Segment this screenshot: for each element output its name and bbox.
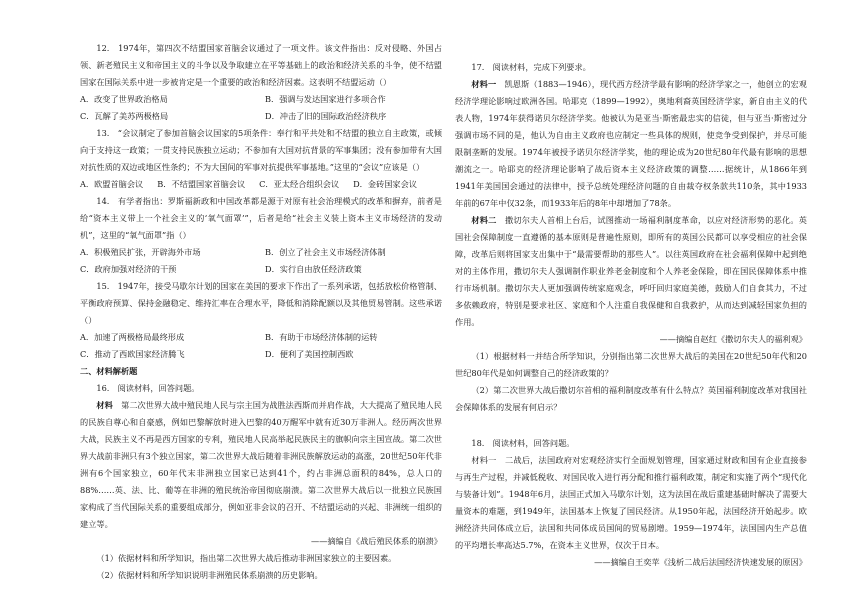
spacer <box>455 416 807 435</box>
q14-options <box>80 244 442 278</box>
q17-source: ——摘编自赵红《撒切尔夫人的福利观》 <box>659 334 807 344</box>
q15-options <box>80 329 442 363</box>
q16-source: ——摘编自《战后殖民体系的崩溃》 <box>310 536 442 546</box>
q17-sub1: （1）根据材料一并结合所学知识，分别指出第二次世界大战后的美国在20世纪50年代和20世纪80年代是如何调整自己的经济政策的？ <box>455 351 807 378</box>
q17-material-1 <box>455 76 807 212</box>
q12-option-b[interactable]: B．强调与发达国家进行多项合作 <box>265 94 386 104</box>
spacer <box>455 40 807 59</box>
q14-option-a[interactable]: A．积极殖民扩张，开辟海外市场 <box>80 247 201 257</box>
q12-stem: 12. 1974年，第四次不结盟国家首脑会议通过了一项文件。该文件指出：反对侵略、外国占领、新老殖民主义和帝国主义的斗争以及争取建立在平等基础上的政治和经济关系的斗争，使不结盟国家在国际关系中进一步被肯定是一个重要的政治和经济因素。这表明不结盟运动（） <box>80 43 442 87</box>
q18-material-1 <box>455 452 807 554</box>
q13-options <box>80 176 442 193</box>
q16-material-text: 第二次世界大战中殖民地人民与宗主国为战胜法西斯而并肩作战，大大提高了殖民地人民的民族自尊心和自豪感，例如巴黎解放时进入巴黎的40万醒军中就有近30万非洲人。经历两次世界大战，民族主义不再是西方国家的专利，殖民地人民高举起民族民主的旗帜向宗主国宣战。第二次世界大战前非洲只有3个独立国家，第二次世界大战后随着非洲民族解放运动的高涨，20世纪50年代非洲有6个国家独立，60年代末非洲独立国家已达到41个，约占非洲总面积的84%，总人口的88%……英、法、比、葡等在非洲的殖民统治帝国彻底崩溃。第二次世界大战后以一批独立民族国家构成了当代国际关系的重要组成部分，例如亚非会议的召开、不结盟运动的兴起、非洲统一组织的建立等。 <box>80 400 442 529</box>
q13-option-d[interactable]: D．金砖国家会议 <box>353 179 417 189</box>
q15-option-d[interactable]: D．便利了美国控制西欧 <box>265 349 354 359</box>
q12-option-a[interactable]: A．改变了世界政治格局 <box>80 94 168 104</box>
q15-option-c[interactable]: C．推动了西欧国家经济腾飞 <box>80 349 185 359</box>
q18-m1-text: 二战后，法国政府对宏观经济实行全面规划管理，国家通过财政和国有企业直接参与再生产过程，并减低税收、对国民收入进行再分配和推行福利政策，制定和实施了两个“现代化与装备计划”。1948年6月，法国正式加入马歇尔计划，这为法国在战后重建基础时解决了需要大量资本的难题，到1949年，法国基本上恢复了国民经济。从1950年起，法国经济开始起步。欧洲经济共同体成立后，法国和共同体成员国间的贸易剧增。1959—1974年，法国国内生产总值的平均增长率高达5.7%，在资本主义世界，仅次于日本。 <box>455 455 807 550</box>
right-column <box>455 40 807 571</box>
q13-option-a[interactable]: A．欧盟首脑会议 <box>80 179 144 189</box>
q15-stem: 15. 1947年，接受马歇尔计划的国家在美国的要求下作出了一系列承诺，包括放松价格管制、平衡政府预算、保持金融稳定、维持汇率在合理水平，降低和消除配额以及其他贸易管制。这些承诺（） <box>80 281 442 325</box>
q16-material-label: 材料 <box>96 400 113 410</box>
q17-m2-text: 撒切尔夫人首相上台后，试图推动一场福利制度革命，以应对经济形势的恶化。英国社会保障制度一直遵循的基本原则是普遍性原则，即所有的英国公民都可以享受相应的社会保障，改革后则将国家支出集中于“最需要帮助的那些人”。以往英国政府在社会福利保障中起到绝对的主体作用，撒切尔夫人强调制作职业养老金制度和个人养老金保险，即在国民保障体系中推行市场机制。撒切尔夫人更加强调传统家庭观念，呼吁回归家庭美德，鼓励人们自食其力，不过多依赖政府，特别是要求社区、家庭和个人注重自我保健和自我救护，从而达到减轻国家负担的作用。 <box>455 215 807 327</box>
q17-m1-label: 材料一 <box>471 79 497 89</box>
q16-material <box>80 397 442 533</box>
q13-option-b[interactable]: B．不结盟国家首脑会议 <box>157 179 246 189</box>
q13-option-c[interactable]: C．亚太经合组织会议 <box>259 179 340 189</box>
q12-options <box>80 91 442 125</box>
section-title: 二、材料解析题 <box>80 366 138 376</box>
q14-option-c[interactable]: C．政府加强对经济的干预 <box>80 264 177 274</box>
left-column <box>80 40 442 584</box>
q18-source: ——摘编自王奕苹《浅析二战后法国经济快速发展的原因》 <box>594 557 807 567</box>
q12-option-d[interactable]: D．冲击了旧的国际政治经济秩序 <box>265 111 387 121</box>
q12-option-c[interactable]: C．瓦解了美苏两极格局 <box>80 111 169 121</box>
q18-m1-label: 材料一 <box>471 455 497 465</box>
q14-option-d[interactable]: D．实行自由放任经济政策 <box>265 264 362 274</box>
q17-stem: 17. 阅读材料，完成下列要求。 <box>471 62 591 72</box>
q15-option-a[interactable]: A．加速了两极格局最终形成 <box>80 332 185 342</box>
q16-sub1: （1）依据材料和所学知识，指出第二次世界大战后推动非洲国家独立的主要因素。 <box>96 553 397 563</box>
q13-stem: 13. “会议制定了参加首脑会议国家的5项条件：奉行和平共处和不结盟的独立自主政策，或倾向于支持这一政策；一贯支持民族独立运动；不参加有大国对抗背景的军事集团；没有参加带有大国对抗性质的双边或地区性条约；不为大国间的军事对抗提供军事基地。”这里的“会议”应该是（） <box>80 128 442 172</box>
q14-stem: 14. 有学者指出：罗斯福新政和中国改革都是源于对原有社会治理模式的改革和摒弃，前者是给“资本主义带上一个社会主义的‘氧气面罩’”，后者是给“社会主义装上资本主义市场经济的发动机”，这里的“氧气面罩”指（） <box>80 196 442 240</box>
q17-m2-label: 材料二 <box>471 215 497 225</box>
q15-option-b[interactable]: B．有助于市场经济体制的运转 <box>265 332 378 342</box>
q17-sub2: （2）第二次世界大战后撒切尔首相的福利制度改革有什么特点？英国福利制度改革对我国社会保障体系的发展有何启示？ <box>455 385 807 412</box>
q14-option-b[interactable]: B．创立了社会主义市场经济体制 <box>265 247 386 257</box>
q16-sub2: （2）依据材料和所学知识说明非洲殖民体系崩溃的历史影响。 <box>96 570 323 580</box>
q17-material-2 <box>455 212 807 331</box>
q16-stem: 16. 阅读材料，回答问题。 <box>96 383 200 393</box>
q17-m1-text: 凯恩斯（1883—1946），现代西方经济学最有影响的经济学家之一，他创立的宏观经济学理论影响过欧洲各国。哈耶克（1899—1992），奥地利裔英国经济学家，新自由主义的代表人物，1974年获得诺贝尔经济学奖。他被认为是亚当·斯密最忠实的信徒，但与亚当·斯密过分强调市场不同的是，他认为自由主义政府也应制定一些具体的规则，使竞争受到保护，并尽可能限制垄断的发展。1974年被授予诺贝尔经济学奖，他的理论成为20世纪80年代最有影响的思想潮流之一。哈耶克的经济理论影响了战后资本主义经济政策的调整……据统计，从1866年到1941年美国国会通过的法律中，授予总统处理经济问题的自由裁夺权条款共110条，其中1933年前的67年中仅32条，而1933年后的8年中却增加了78条。 <box>455 79 807 208</box>
q18-stem: 18. 阅读材料，回答问题。 <box>471 438 575 448</box>
